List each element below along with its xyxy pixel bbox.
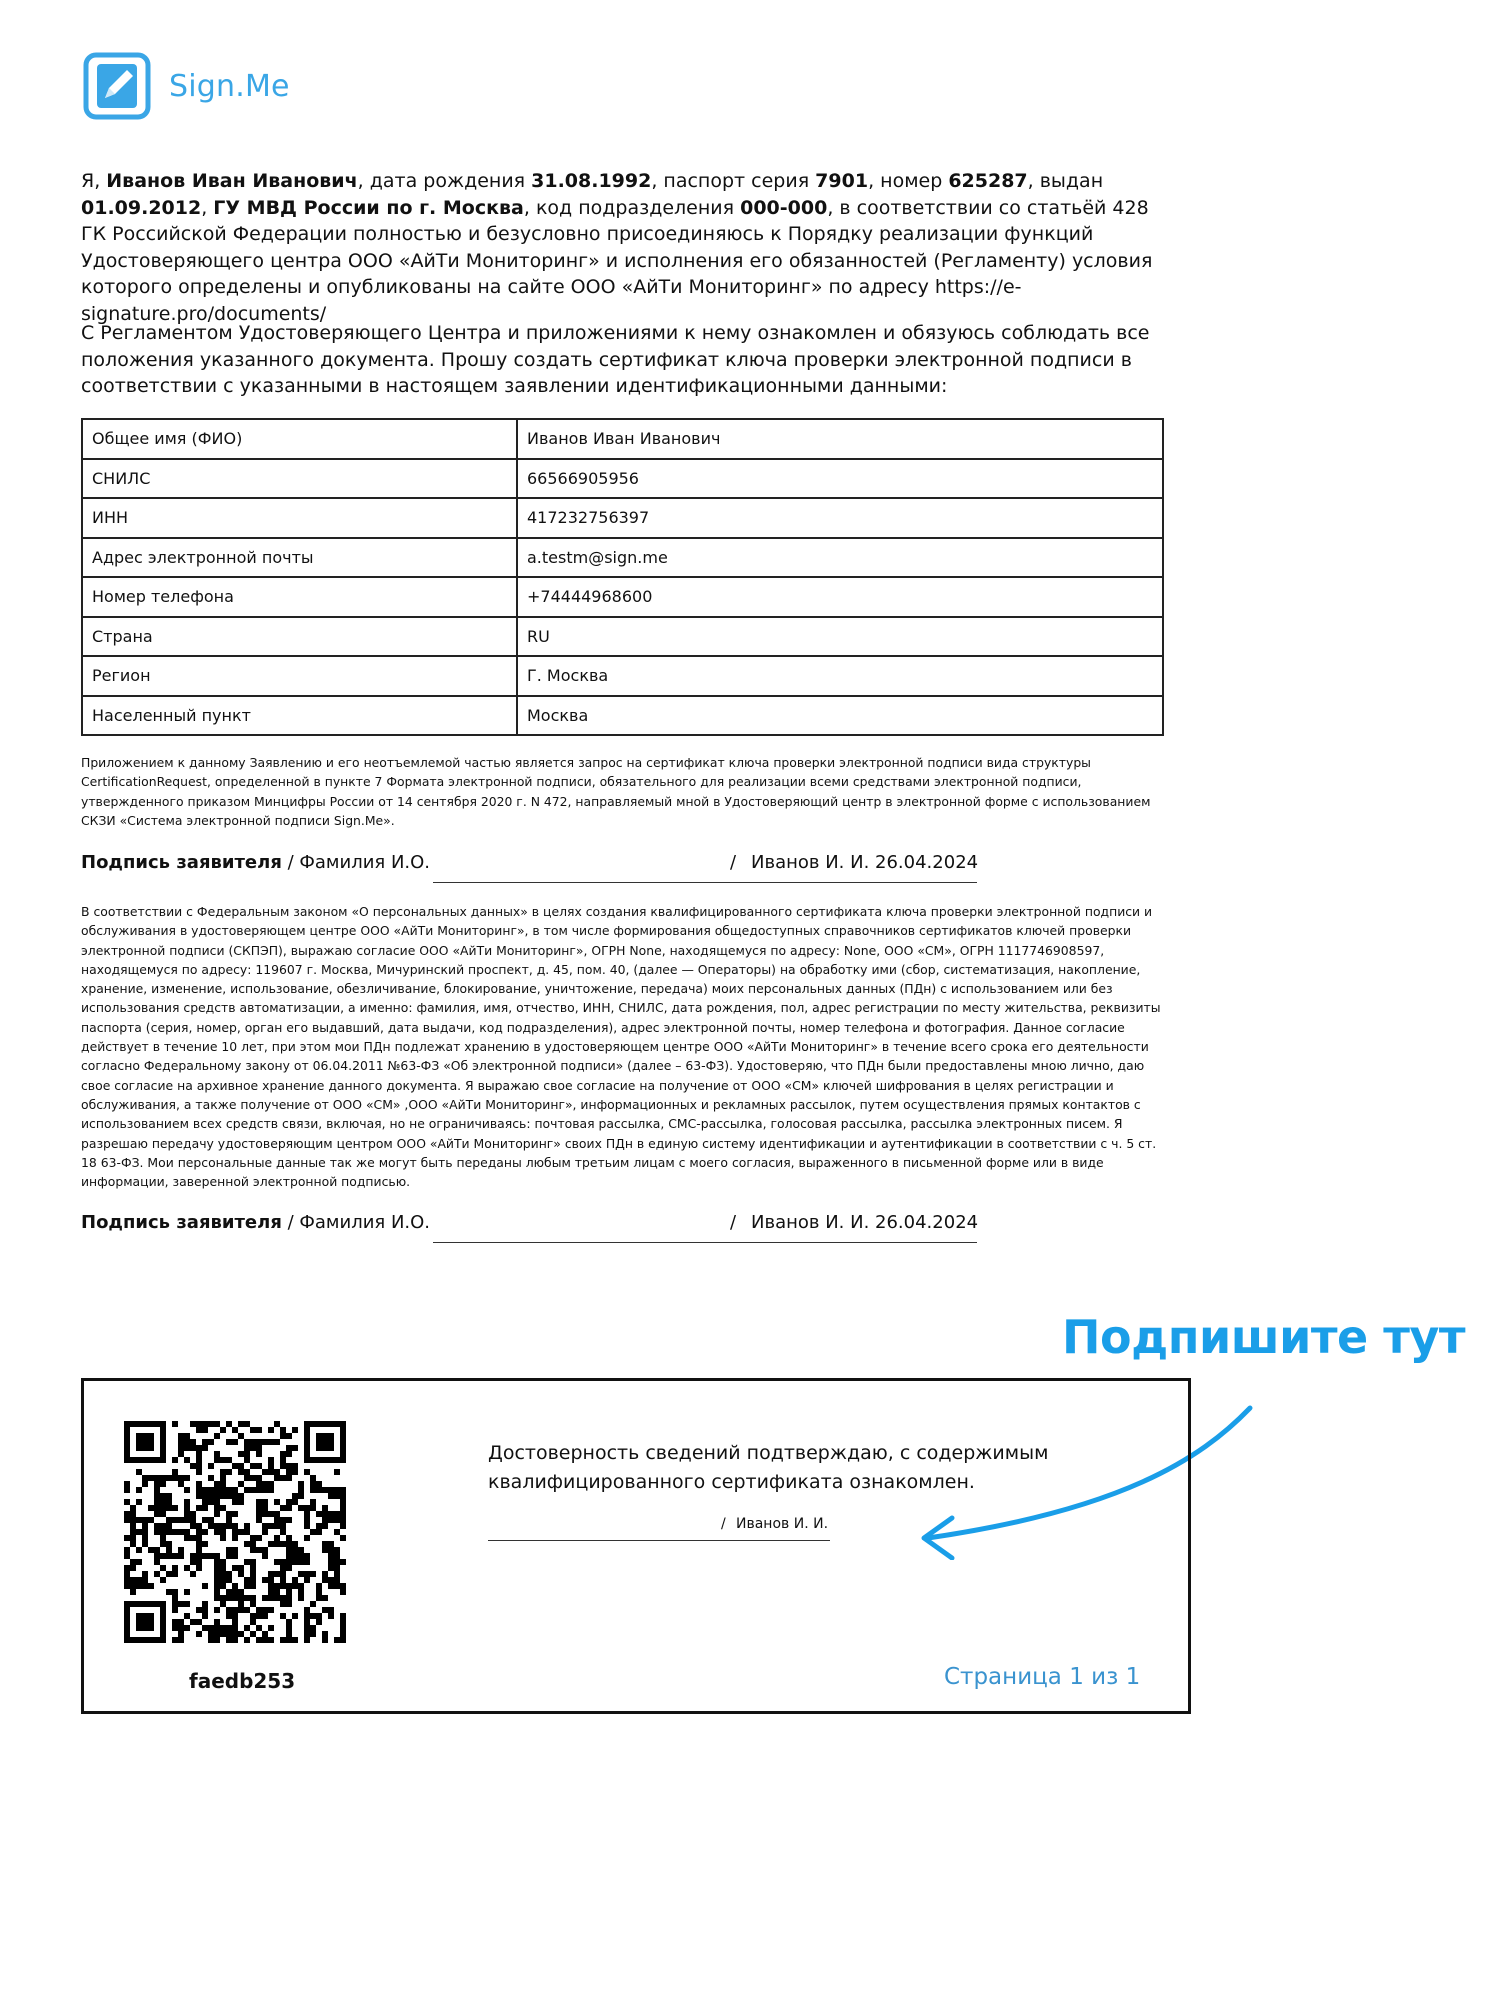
applicant-name: Иванов Иван Иванович — [106, 170, 358, 192]
table-value: Иванов Иван Иванович — [517, 419, 1163, 459]
signature-underline — [433, 882, 977, 883]
table-value: 417232756397 — [517, 498, 1163, 538]
certificate-data-table — [81, 418, 1164, 736]
intro-paragraph: Я, Иванов Иван Иванович, дата рождения 31.08.1992, паспорт серия 7901, номер 625287, выдан 01.09.2012, ГУ МВД России по г. Москва, код подразделения 000-000, в соответствии со статьёй 428 ГК Российской Федерации полностью и безусловно присоединяюсь к Порядку реализации функций Удостоверяющего центра ООО «АйТи Мониторинг» и исполнения его обязанностей (Регламенту) условия которого определены и опубликованы на сайте ООО «АйТи Мониторинг» по адресу https://e-signature.pro/documents/ — [81, 170, 1153, 325]
signature-slash: / — [730, 1212, 737, 1233]
applicant-signature-line[interactable] — [81, 1212, 1001, 1246]
signature-underline — [433, 1242, 977, 1243]
signer-name-date: Иванов И. И. 26.04.2024 — [751, 1212, 979, 1233]
table-key: Номер телефона — [82, 577, 517, 617]
confirmation-text: Достоверность сведений подтверждаю, с содержимым квалифицированного сертификата ознакомлен. — [488, 1442, 1049, 1493]
applicant-signature-line[interactable] — [81, 852, 1001, 886]
table-value: Москва — [517, 696, 1163, 736]
personal-data-consent: В соответствии с Федеральным законом «О персональных данных» в целях создания квалифицированного сертификата ключа проверки электронной подписи и обслуживания в удостоверяющем центре ООО «АйТи Мониторинг», в том числе формирования общедоступных справочников сертификатов ключей проверки электронной подписи (СКПЭП), выражаю согласие ООО «АйТи Мониторинг», ОГРН None, находящемуся по адресу: None, ООО «СМ», ОГРН 1117746908597, находящемуся по адресу: 119607 г. Москва, Мичуринский проспект, д. 45, пом. 40, (далее — Операторы) на обработку ими (сбор, систематизация, накопление, хранение, изменение, использование, обезличивание, блокирование, уничтожение, передача) моих персональных данных (ПДн) с использованием или без использования средств автоматизации, а именно: фамилия, имя, отчество, ИНН, СНИЛС, дата рождения, пол, адрес регистрации по месту жительства, реквизиты паспорта (серия, номер, орган его выдавший, дата выдачи, код подразделения), адрес электронной почты, номер телефона и фотография. Данное согласие действует в течение 10 лет, при этом мои ПДн подлежат хранению в удостоверяющем центре ООО «АйТи Мониторинг» в течение всего срока его деятельности согласно Федеральному закону от 06.04.2011 №63-ФЗ «Об электронной подписи» (далее – 63-ФЗ). Удостоверяю, что ПДн были предоставлены мною лично, даю свое согласие на архивное хранение данного документа. Я выражаю свое согласие на получение от ООО «СМ» ключей шифрования в целях регистрации и обслуживания, а также получение от ООО «СМ» ,ООО «АйТи Мониторинг», информационных и рекламных рассылок, путем осуществления прямых контактов с использованием всех средств связи, включая, но не ограничиваясь: почтовая рассылка, СМС-рассылка, голосовая рассылка, рассылка электронных писем. Я разрешаю передачу удостоверяющим центром ООО «АйТи Мониторинг» своих ПДн в единую систему идентификации и аутентификации в соответствии с ч. 5 ст. 18 63-ФЗ. Мои персональные данные так же могут быть переданы любым третьим лицам с моего согласия, выраженного в письменной форме или в виде информации, заверенной электронной подписью. — [81, 904, 1161, 1190]
table-key: Общее имя (ФИО) — [82, 419, 517, 459]
page-indicator: Страница 1 из 1 — [944, 1664, 1141, 1690]
table-value: +74444968600 — [517, 577, 1163, 617]
signature-label: Подпись заявителя / Фамилия И.О. — [81, 852, 431, 873]
table-row — [82, 459, 1163, 499]
table-row — [82, 498, 1163, 538]
table-row — [82, 656, 1163, 696]
table-row — [82, 419, 1163, 459]
confirm-signature-field[interactable] — [488, 1540, 830, 1541]
confirm-signer-name: Иванов И. И. — [736, 1516, 829, 1532]
passport-series: 7901 — [815, 170, 869, 192]
table-value: RU — [517, 617, 1163, 657]
birth-date: 31.08.1992 — [531, 170, 652, 192]
table-key: Страна — [82, 617, 517, 657]
table-key: ИНН — [82, 498, 517, 538]
table-value: a.testm@sign.me — [517, 538, 1163, 578]
table-row — [82, 538, 1163, 578]
table-row — [82, 577, 1163, 617]
brand-name: Sign.Me — [169, 68, 290, 104]
table-row — [82, 617, 1163, 657]
table-row — [82, 696, 1163, 736]
document-code: faedb253 — [189, 1669, 296, 1693]
signature-slash: / — [730, 852, 737, 873]
qr-code-icon — [124, 1421, 346, 1643]
signature-label: Подпись заявителя / Фамилия И.О. — [81, 1212, 431, 1233]
signer-name-date: Иванов И. И. 26.04.2024 — [751, 852, 979, 873]
issuer: ГУ МВД России по г. Москва — [213, 196, 524, 219]
signature-confirmation-box — [81, 1378, 1191, 1714]
table-value: 66566905956 — [517, 459, 1163, 499]
brand-logo — [83, 52, 290, 120]
issue-date: 01.09.2012 — [81, 196, 202, 219]
table-value: Г. Москва — [517, 656, 1163, 696]
table-key: Населенный пункт — [82, 696, 517, 736]
passport-number: 625287 — [948, 170, 1028, 192]
pen-in-square-icon — [83, 52, 151, 120]
reglament-paragraph: С Регламентом Удостоверяющего Центра и приложениями к нему ознакомлен и обязуюсь соблюдать все положения указанного документа. Прошу создать сертификат ключа проверки электронной подписи в соответствии с указанными в настоящем заявлении идентификационными данными: — [81, 322, 1150, 397]
confirm-slash: / — [721, 1516, 726, 1532]
division-code: 000-000 — [740, 196, 828, 219]
sign-here-callout: Подпишите тут — [1062, 1310, 1466, 1364]
table-key: Регион — [82, 656, 517, 696]
table-key: СНИЛС — [82, 459, 517, 499]
appendix-note: Приложением к данному Заявлению и его неотъемлемой частью является запрос на сертификат ключа проверки электронной подписи вида структуры CertificationRequest, определенной в пункте 7 Формата электронной подписи, обязательного для реализации всеми средствами электронной подписи, утвержденного приказом Минцифры России от 14 сентября 2020 г. N 472, направляемый мной в Удостоверяющий центр в электронной форме с использованием СКЗИ «Система электронной подписи Sign.Me». — [81, 755, 1151, 828]
table-key: Адрес электронной почты — [82, 538, 517, 578]
